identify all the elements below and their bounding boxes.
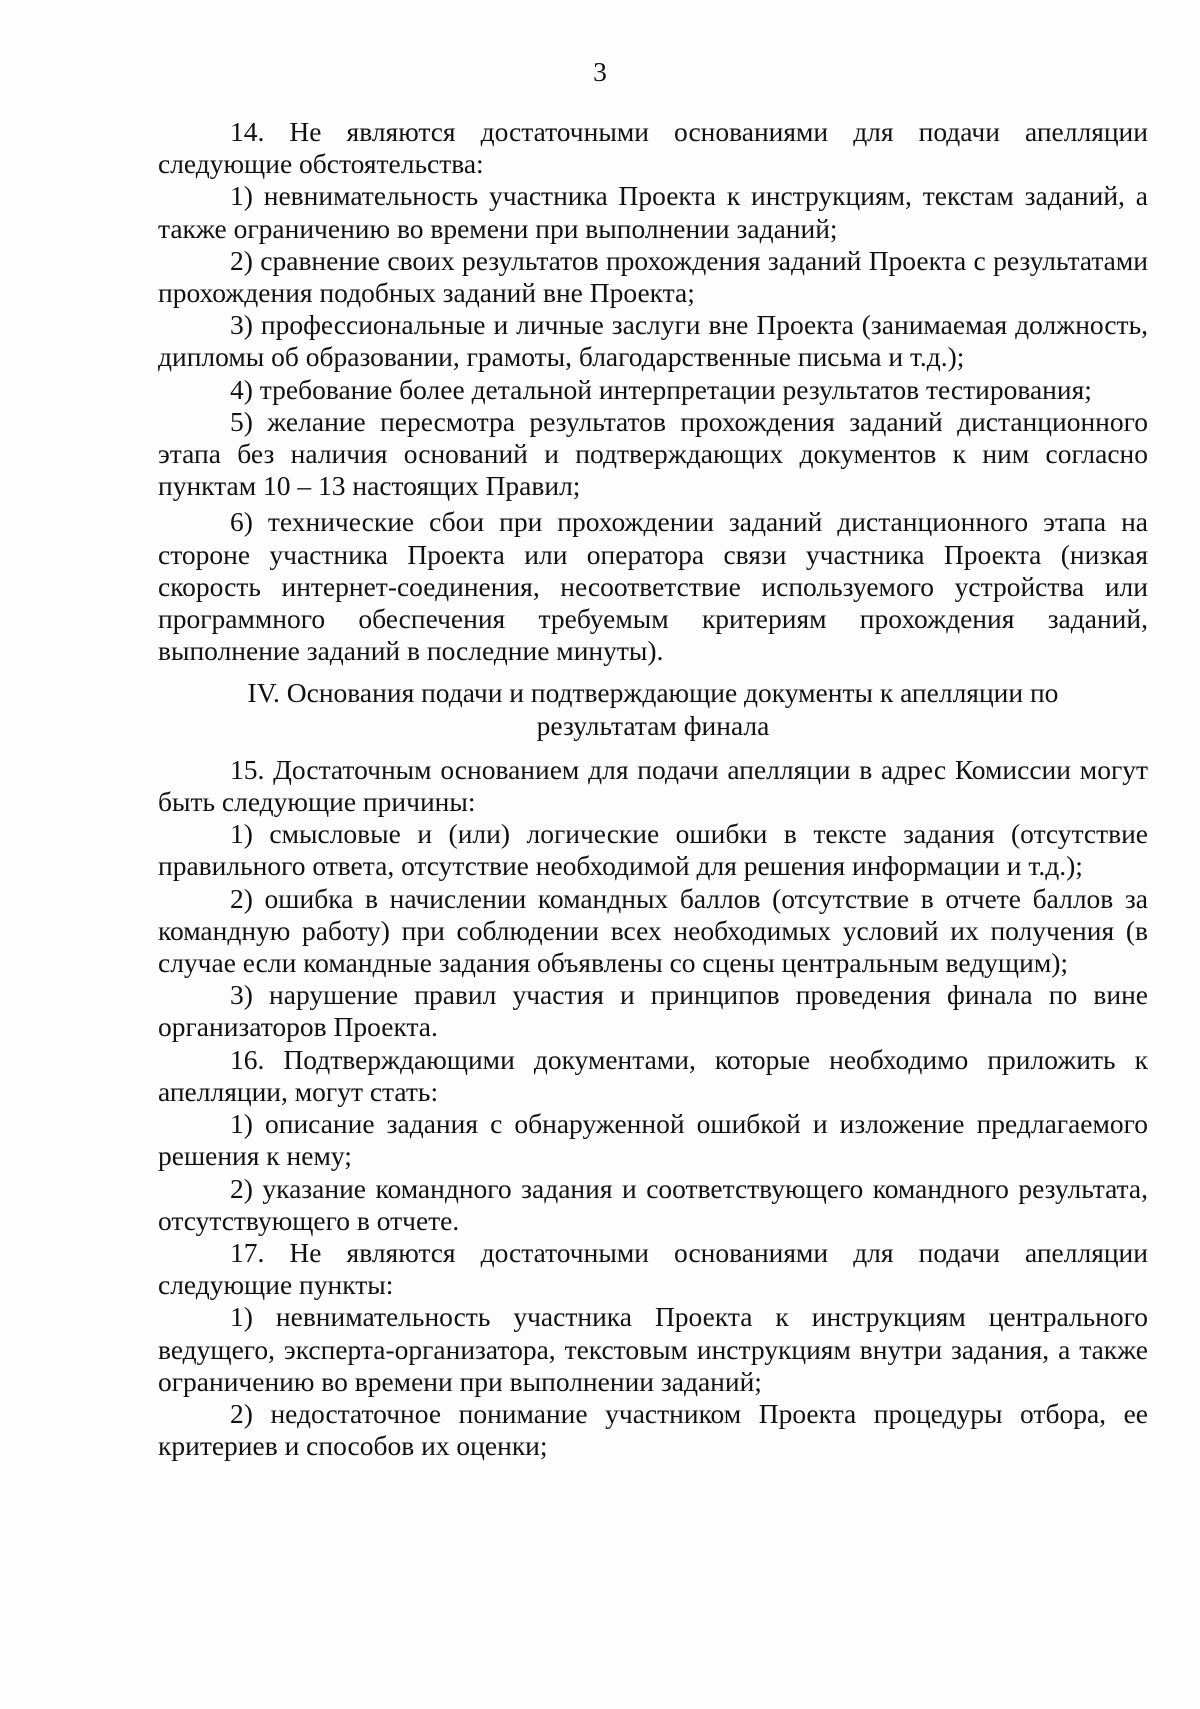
paragraph-16-item-1: 1) описание задания с обнаруженной ошибкой и изложение предлагаемого решения к нему; (158, 1108, 1148, 1172)
section-heading: IV. Основания подачи и подтверждающие документы к апелляции по результатам финала (247, 677, 1059, 741)
page-number: 3 (593, 56, 607, 87)
paragraph-14-item-2: 2) сравнение своих результатов прохождения заданий Проекта с результатами прохождения подобных заданий вне Проекта; (158, 244, 1148, 309)
paragraph-16-item-2: 2) указание командного задания и соответствующего командного результата, отсутствующего в отчете. (158, 1172, 1148, 1236)
paragraph-15-item-2: 2) ошибка в начислении командных баллов (отсутствие в отчете баллов за командную работу) при соблюдении всех необходимых условий их получения (в случае если командные задания объявлены со сцены центральным ведущим); (158, 882, 1148, 979)
paragraph-14-item-5: 5) желание пересмотра результатов прохождения заданий дистанционного этапа без наличия оснований и подтверждающих документов к ним согласно пунктам 10 – 13 настоящих Правил; (158, 405, 1148, 502)
paragraph-14: 14. Не являются достаточными основаниями для подачи апелляции следующие обстоятельства: (158, 116, 1148, 180)
paragraph-15: 15. Достаточным основанием для подачи апелляции в адрес Комиссии могут быть следующие причины: (158, 753, 1148, 818)
paragraph-17-item-2: 2) недостаточное понимание участником Проекта процедуры отбора, ее критериев и способов их оценки; (158, 1397, 1148, 1462)
document-body (158, 116, 1148, 1462)
paragraph-14-item-1: 1) невнимательность участника Проекта к инструкциям, текстам заданий, а также ограничению во времени при выполнении заданий; (158, 180, 1148, 244)
paragraph-15-item-3: 3) нарушение правил участия и принципов проведения финала по вине организаторов Проекта. (158, 979, 1148, 1043)
paragraph-14-item-4: 4) требование более детальной интерпретации результатов тестирования; (230, 373, 1092, 405)
paragraph-14-item-6: 6) технические сбои при прохождении заданий дистанционного этапа на стороне участника Проекта или оператора связи участника Проекта (низкая скорость интернет-соединения, несоответствие используемого устройства или программного обеспечения требуемым критериям прохождения заданий, выполнение заданий в последние минуты). (158, 506, 1148, 667)
paragraph-15-item-1: 1) смысловые и (или) логические ошибки в тексте задания (отсутствие правильного ответа, отсутствие необходимой для решения информации и т.д.); (158, 818, 1148, 882)
paragraph-14-item-3: 3) профессиональные и личные заслуги вне Проекта (занимаемая должность, дипломы об образовании, грамоты, благодарственные письма и т.д.); (158, 309, 1148, 373)
paragraph-16: 16. Подтверждающими документами, которые необходимо приложить к апелляции, могут стать: (158, 1043, 1148, 1107)
paragraph-17-item-1: 1) невнимательность участника Проекта к инструкциям центрального ведущего, эксперта-организатора, текстовым инструкциям внутри задания, а также ограничению во времени при выполнении заданий; (158, 1301, 1148, 1397)
paragraph-17: 17. Не являются достаточными основаниями для подачи апелляции следующие пункты: (158, 1236, 1148, 1301)
